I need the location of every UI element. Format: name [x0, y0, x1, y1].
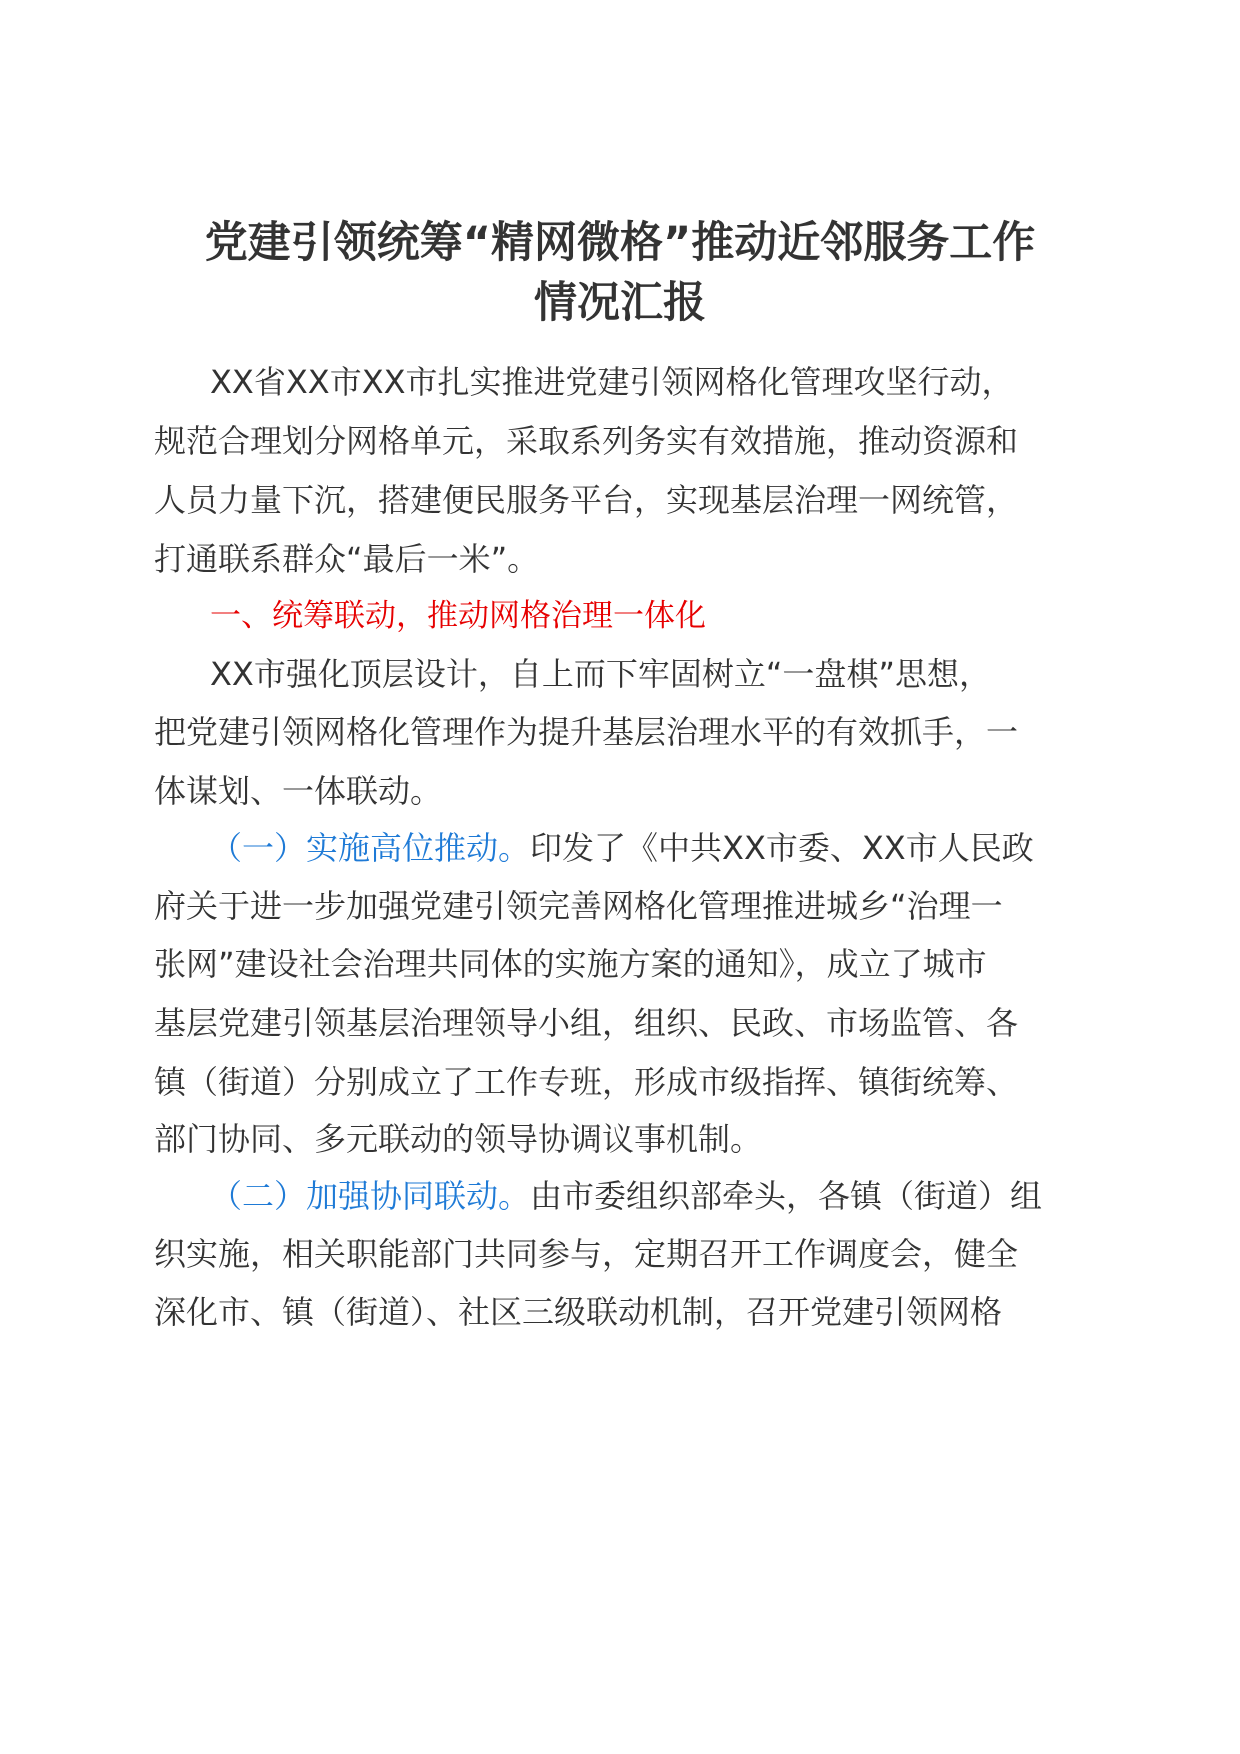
section-1-line: XX市强化顶层设计，自上而下牢固树立“一盘棋”思想，	[210, 655, 992, 693]
document-title-line-1: 党建引领统筹“精网微格”推动近邻服务工作	[204, 218, 1036, 268]
subsection-2-line: 深化市、镇（街道）、社区三级联动机制，召开党建引领网格	[154, 1293, 1003, 1331]
subsection-1-line: 张网”建设社会治理共同体的实施方案的通知》，成立了城市	[154, 945, 987, 983]
intro-line: XX省XX市XX市扎实推进党建引领网格化管理攻坚行动，	[210, 363, 1014, 401]
section-1-heading: 一、统筹联动，推动网格治理一体化	[210, 598, 706, 634]
subsection-2-heading: （二）加强协同联动。	[210, 1177, 531, 1215]
subsection-1-line: 镇（街道）分别成立了工作专班，形成市级指挥、镇街统筹、	[154, 1063, 1019, 1101]
subsection-1-text: 印发了《中共XX市委、XX市人民政	[530, 829, 1034, 867]
subsection-1-line: 基层党建引领基层治理领导小组，组织、民政、市场监管、各	[154, 1004, 1019, 1042]
subsection-1-first-line	[210, 829, 1034, 867]
subsection-1-heading: （一）实施高位推动。	[210, 829, 531, 867]
subsection-2-line: 织实施，相关职能部门共同参与，定期召开工作调度会，健全	[154, 1235, 1019, 1273]
intro-line: 人员力量下沉，搭建便民服务平台，实现基层治理一网统管，	[154, 481, 1019, 519]
subsection-2-first-line	[210, 1177, 1043, 1215]
section-1-line: 把党建引领网格化管理作为提升基层治理水平的有效抓手，一	[154, 713, 1019, 751]
intro-line: 规范合理划分网格单元，采取系列务实有效措施，推动资源和	[154, 422, 1019, 460]
intro-line: 打通联系群众“最后一米”。	[154, 540, 540, 578]
subsection-1-line: 部门协同、多元联动的领导协调议事机制。	[154, 1120, 763, 1158]
subsection-1-line: 府关于进一步加强党建引领完善网格化管理推进城乡“治理一	[154, 887, 1003, 925]
section-1-line: 体谋划、一体联动。	[154, 772, 443, 810]
document-title-line-2: 情况汇报	[534, 278, 706, 328]
subsection-2-text: 由市委组织部牵头，各镇（街道）组	[530, 1177, 1043, 1215]
